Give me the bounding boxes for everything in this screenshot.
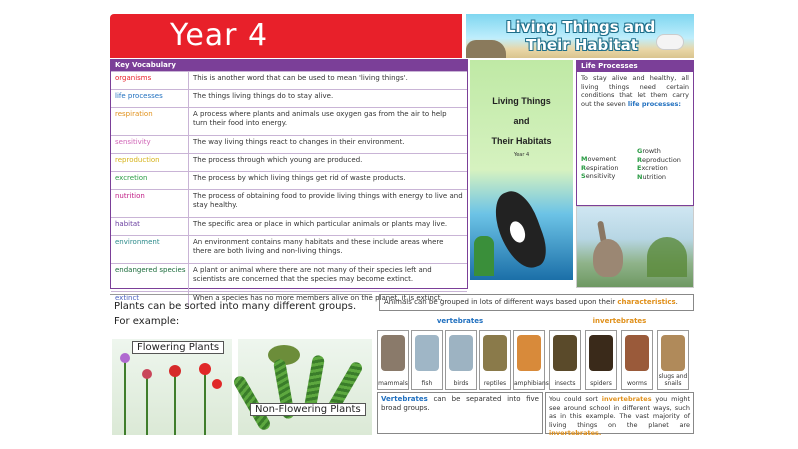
rock-shape (466, 40, 506, 58)
vocab-term: endangered species (111, 264, 189, 291)
vocab-term: extinct (111, 292, 189, 309)
vocab-term: life processes (111, 90, 189, 107)
key-vocabulary-table (110, 59, 468, 302)
invertebrate-tile: insects (549, 330, 581, 390)
vocab-term: organisms (111, 72, 189, 89)
vertebrate-tile: fish (411, 330, 443, 390)
seaweed-shape (474, 236, 494, 276)
orca-shape (488, 186, 553, 275)
life-process-item: Nutrition (637, 172, 667, 181)
vocab-definition: A process where plants and animals use oxygen gas from the air to help turn their food into energy. (193, 110, 447, 127)
vertebrate-tile: reptiles (479, 330, 511, 390)
book-title-line3: Their Habitats (491, 136, 552, 146)
vocab-row (111, 263, 467, 291)
life-processes-panel (576, 60, 694, 206)
vocab-row (111, 89, 467, 107)
life-process-item: Growth (637, 147, 661, 155)
invertebrates-label: invertebrates (592, 317, 647, 325)
bush-shape (647, 237, 687, 277)
flowering-plants-label: Flowering Plants (132, 341, 224, 354)
book-title-line1: Living Things (492, 96, 551, 106)
book-subtitle: Year 4 (513, 152, 530, 158)
vocab-definition: The specific area or place in which particular animals or plants may live. (193, 220, 448, 228)
vocab-definition: The things living things do to stay alive. (193, 92, 334, 100)
book-cover-image (470, 60, 573, 280)
vocab-row (111, 217, 467, 235)
non-flowering-plants-image (238, 339, 372, 435)
vertebrates-text: Vertebrates can be separated into five broad groups. (377, 392, 543, 434)
vocab-term: environment (111, 236, 189, 263)
vocab-term: habitat (111, 218, 189, 235)
rabbit-shape (593, 239, 623, 277)
vocab-term: sensitivity (111, 136, 189, 153)
vertebrate-tile: mammals (377, 330, 409, 390)
plants-intro-text: Plants can be sorted into many different groups. For example: (114, 301, 357, 327)
banner-title-line1: Living Things and (506, 18, 656, 36)
vocab-definition: When a species has no more members alive on the planet, it is extinct. (193, 294, 443, 302)
vocab-definition: The process through which young are produced. (193, 156, 363, 164)
vertebrate-tile: birds (445, 330, 477, 390)
non-flowering-plants-label: Non-Flowering Plants (250, 403, 366, 416)
animals-section (375, 294, 694, 437)
life-processes-heading: Life Processes (577, 61, 693, 72)
vocab-row (111, 171, 467, 189)
flowering-plants-image (112, 339, 232, 435)
vocab-term: reproduction (111, 154, 189, 171)
vertebrates-label: vertebrates (436, 317, 484, 325)
vocab-definition: A plant or animal where there are not many of their species left and scientists are concerned that the species may become extinct. (193, 266, 432, 283)
life-processes-text: To stay alive and healthy, all living things need certain conditions that let them carry out the seven life processes: (581, 74, 689, 108)
invertebrate-tile: spiders (585, 330, 617, 390)
knowledge-organiser (110, 14, 694, 437)
vocab-definition: The way living things react to changes in their environment. (193, 138, 405, 146)
invertebrates-text: You could sort invertebrates you might see around school in different ways, such as in this example. The vast majority of living things on the planet are invertebrates. (545, 392, 694, 434)
banner-title-line2: Their Habitat (526, 36, 638, 54)
vocab-term: nutrition (111, 190, 189, 217)
life-process-item: Respiration (581, 163, 619, 172)
vocab-row (111, 235, 467, 263)
vocab-row (111, 153, 467, 171)
vocab-definition: An environment contains many habitats and these include areas where there are both living and non-living things. (193, 238, 444, 255)
vocab-heading: Key Vocabulary (111, 60, 467, 71)
animals-intro-text: Animals can be grouped in lots of different ways based upon their characteristics. (379, 294, 694, 311)
vocab-row (111, 135, 467, 153)
vocab-row (111, 71, 467, 89)
book-title-line2: and (513, 116, 530, 126)
life-process-item: Excretion (637, 164, 668, 172)
invertebrate-tile: worms (621, 330, 653, 390)
vocab-definition: The process by which living things get rid of waste products. (193, 174, 406, 182)
life-process-item: Movement (581, 155, 617, 163)
vocab-term: respiration (111, 108, 189, 135)
vocab-definition: The process of obtaining food to provide living things with energy to live and stay healthy. (193, 192, 463, 209)
vocab-term: excretion (111, 172, 189, 189)
vertebrate-tile: amphibians (513, 330, 545, 390)
page-title: Year 4 (170, 18, 269, 53)
life-process-item: Reproduction (637, 155, 681, 164)
invertebrate-tile: slugs and snails (657, 330, 689, 390)
vocab-definition: This is another word that can be used to mean 'living things'. (193, 74, 408, 82)
vocab-row (111, 107, 467, 135)
rabbit-habitat-image (576, 206, 694, 288)
plants-section (110, 294, 372, 434)
vocab-row (111, 189, 467, 217)
life-process-item: Sensitivity (581, 172, 616, 180)
title-bar (110, 14, 462, 58)
habitat-banner (466, 14, 694, 58)
polar-bear-shape (656, 34, 684, 50)
